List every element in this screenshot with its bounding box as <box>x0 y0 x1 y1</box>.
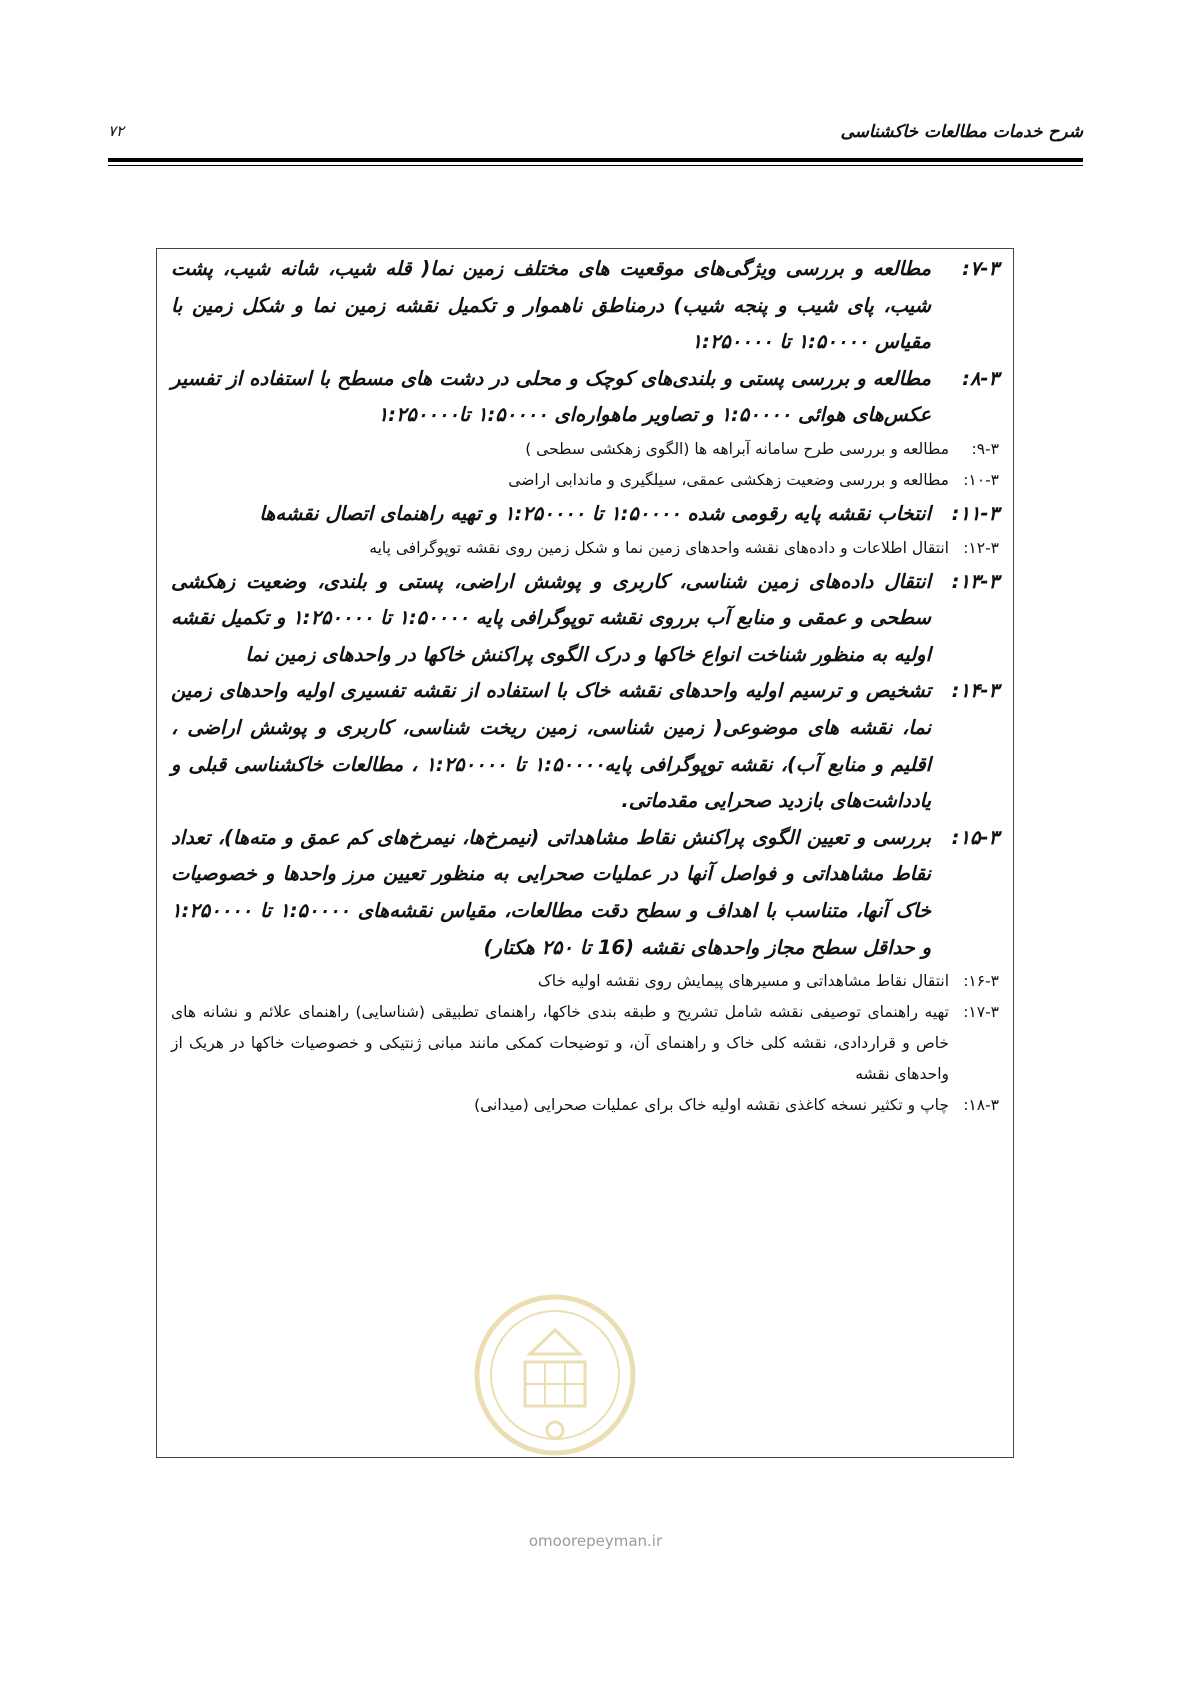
watermark-url: omoorepeyman.ir <box>528 1532 663 1550</box>
item-text: انتقال اطلاعات و داده‌های نقشه واحدهای زمین نما و شکل زمین روی نقشه توپوگرافی پایه <box>369 538 949 557</box>
list-item <box>171 997 999 1090</box>
item-text: مطالعه و بررسی طرح سامانه آبراهه ها (الگوی زهکشی سطحی ) <box>525 439 949 458</box>
item-text: انتقال نقاط مشاهداتی و مسیرهای پیمایش روی نقشه اولیه خاک <box>537 972 949 991</box>
list-item <box>171 1090 999 1121</box>
list-item <box>171 465 999 496</box>
item-number: ۱۶-۳: <box>963 972 999 991</box>
item-text: تشخیص و ترسیم اولیه واحدهای نقشه خاک با استفاده از نقشه تفسیری اولیه واحدهای زمین نما، نقشه های موضوعی( زمین شناسی، زمین ریخت شناسی، کاربری و پوشش اراضی ، اقلیم و منابع آب)، نقشه توپوگرافی پایه۱:۵۰۰۰۰ تا ۱:۲۵۰۰۰۰ ، مطالعات خاکشناسی قبلی و یادداشت‌های بازدید صحرایی مقدماتی. <box>171 679 931 813</box>
item-number: ۱۷-۳: <box>963 1003 999 1022</box>
item-text: انتخاب نقشه پایه رقومی شده ۱:۵۰۰۰۰ تا ۱:۲۵۰۰۰۰ و تهیه راهنمای اتصال نقشه‌ها <box>259 501 931 525</box>
item-number: ۱۲-۳: <box>963 538 999 557</box>
item-number: ۱۵-۳: <box>951 825 999 849</box>
item-text: چاپ و تکثیر نسخه کاغذی نقشه اولیه خاک برای عملیات صحرایی (میدانی) <box>474 1096 949 1115</box>
list-item <box>171 966 999 997</box>
item-number: ۱۰-۳: <box>963 470 999 489</box>
page-number: ۷۲ <box>108 122 125 140</box>
item-text: مطالعه و بررسی پستی و بلندی‌های کوچک و محلی در دشت های مسطح با استفاده از تفسیر عکس‌های هوائی ۱:۵۰۰۰۰ و تصاویر ماهواره‌ای ۱:۵۰۰۰۰ تا۱:۲۵۰۰۰۰ <box>171 366 931 427</box>
item-number: ۹-۳: <box>971 439 999 458</box>
item-text: مطالعه و بررسی وضعیت زهکشی عمقی، سیلگیری و ماندابی اراضی <box>508 470 949 489</box>
list-item <box>171 251 999 361</box>
item-text: انتقال داده‌های زمین شناسی، کاربری و پوشش اراضی، پستی و بلندی، وضعیت زهکشی سطحی و عمقی و منابع آب برروی نقشه توپوگرافی پایه ۱:۵۰۰۰۰ تا ۱:۲۵۰۰۰۰ و تکمیل نقشه اولیه به منظور شناخت انواع خاکها و درک الگوی پراکنش خاکها در واحدهای زمین نما <box>171 569 931 666</box>
list-item <box>171 496 999 533</box>
item-text: تهیه راهنمای توصیفی نقشه شامل تشریح و طبقه بندی خاکها، راهنمای تطبیقی (شناسایی) راهنمای علائم و نشانه های خاص و قراردادی، نقشه کلی خاک و راهنمای آن، و توضیحات کمکی مانند مبانی ژنتیکی و خصوصیات خاکها در هریک از واحدهای نقشه <box>171 1003 949 1084</box>
list-item <box>171 533 999 564</box>
list-item <box>171 361 999 434</box>
item-text: بررسی و تعیین الگوی پراکنش نقاط مشاهداتی (نیمرخ‌ها، نیمرخ‌های کم عمق و مته‌ها)، تعداد نقاط مشاهداتی و فواصل آنها در عملیات صحرایی به منظور تعیین مرز واحدها و خصوصیات خاک آنها، متناسب با اهداف و سطح دقت مطالعات، مقیاس نقشه‌های ۱:۵۰۰۰۰ تا ۱:۲۵۰۰۰۰ و حداقل سطح مجاز واحدهای نقشه (16 تا ۲۵۰ هکتار) <box>171 825 931 959</box>
content-frame <box>156 248 1014 1458</box>
list-item <box>171 564 999 674</box>
list-item <box>171 820 999 966</box>
list-item <box>171 434 999 465</box>
item-text: مطالعه و بررسی ویژگی‌های موقعیت های مختلف زمین نما( قله شیب، شانه شیب، پشت شیب، پای شیب و پنجه شیب) درمناطق ناهموار و تکمیل نقشه زمین نما و شکل زمین با مقیاس ۱:۵۰۰۰۰ تا ۱:۲۵۰۰۰۰ <box>171 257 931 354</box>
item-number: ۸-۳: <box>962 366 999 390</box>
header-rule-thick <box>108 158 1083 162</box>
running-title: شرح خدمات مطالعات خاکشناسی <box>840 122 1083 142</box>
item-number: ۱۸-۳: <box>963 1096 999 1115</box>
item-number: ۱۱-۳: <box>951 501 999 525</box>
page-header <box>108 118 1083 154</box>
item-list <box>171 251 999 1121</box>
item-number: ۷-۳: <box>962 257 999 280</box>
header-rule-thin <box>108 165 1083 166</box>
item-number: ۱۴-۳: <box>951 679 999 703</box>
seal-logo-icon <box>470 1290 640 1460</box>
item-number: ۱۳-۳: <box>951 569 999 593</box>
list-item <box>171 673 999 819</box>
